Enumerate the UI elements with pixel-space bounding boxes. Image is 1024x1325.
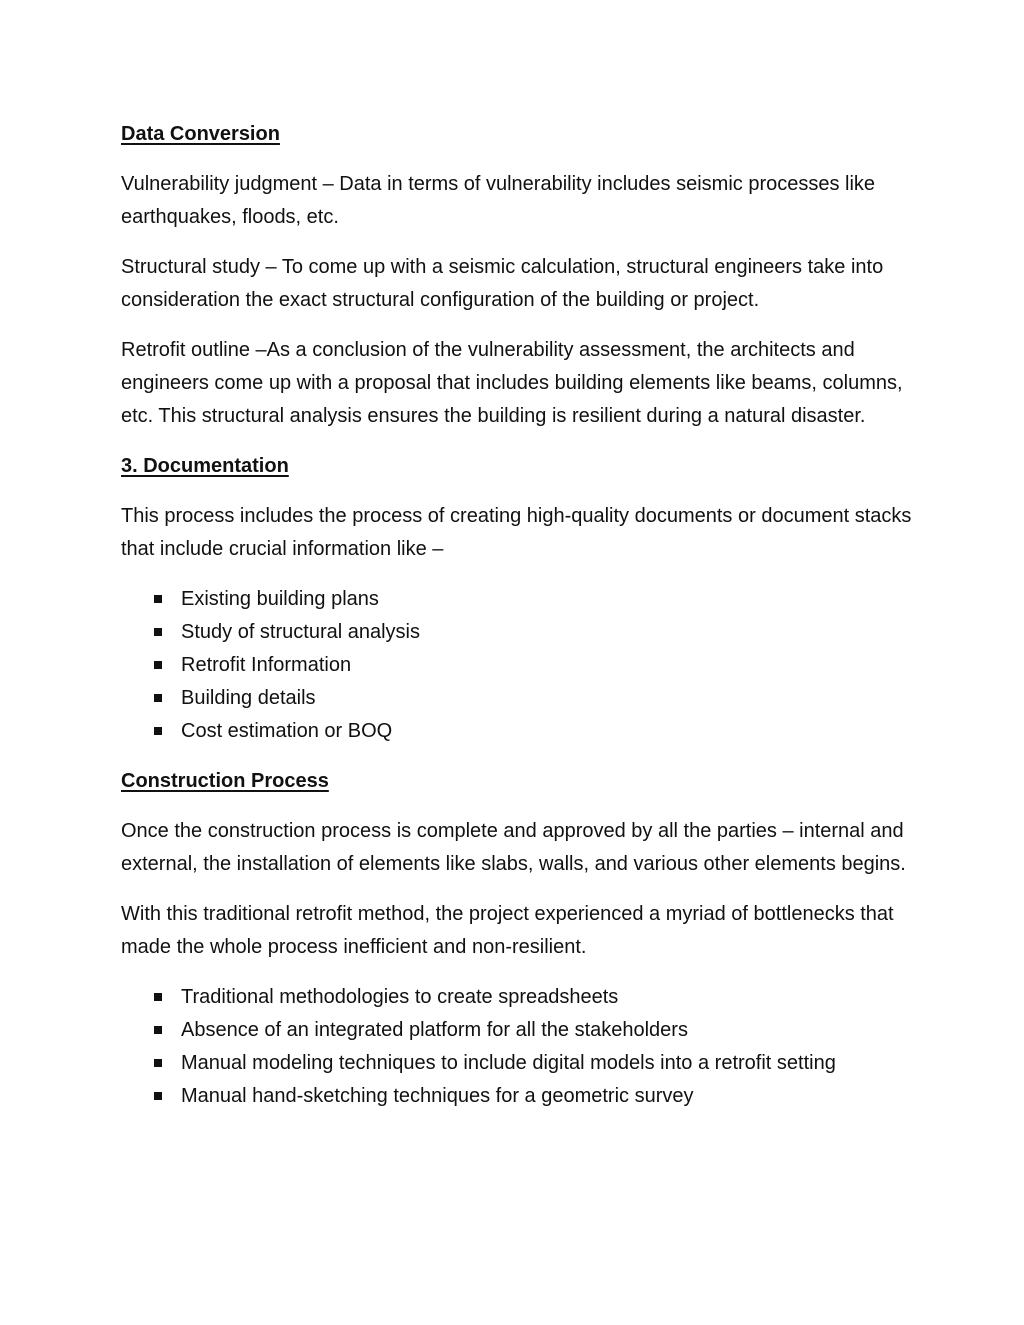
list-item (121, 1047, 921, 1080)
data-conversion-heading: Data Conversion (121, 123, 280, 145)
square-bullet-icon (154, 628, 162, 636)
retrofit-outline-paragraph: Retrofit outline –As a conclusion of the vulnerability assessment, the architects and engineers come up with a proposal that includes building elements like beams, columns, etc. This structural analysis ensures the building is resilient during a natural disaster. (121, 339, 903, 427)
list-item-text: Absence of an integrated platform for all the stakeholders (181, 1019, 688, 1041)
documentation-heading: 3. Documentation (121, 455, 289, 477)
square-bullet-icon (154, 661, 162, 669)
list-item (121, 649, 921, 682)
construction-paragraph-1: Once the construction process is complete and approved by all the parties – internal and external, the installation of elements like slabs, walls, and various other elements begins. (121, 820, 906, 875)
list-item (121, 1080, 921, 1113)
documentation-list (121, 583, 921, 748)
list-item (121, 583, 921, 616)
square-bullet-icon (154, 1059, 162, 1067)
documentation-intro-paragraph: This process includes the process of creating high-quality documents or document stacks that include crucial information like – (121, 505, 912, 560)
square-bullet-icon (154, 727, 162, 735)
list-item (121, 981, 921, 1014)
list-item-text: Study of structural analysis (181, 621, 420, 643)
list-item-text: Manual modeling techniques to include digital models into a retrofit setting (181, 1052, 836, 1074)
list-item-text: Retrofit Information (181, 654, 352, 676)
vulnerability-paragraph: Vulnerability judgment – Data in terms of vulnerability includes seismic processes like earthquakes, floods, etc. (121, 173, 876, 228)
list-item-text: Cost estimation or BOQ (181, 720, 393, 742)
list-item-text: Existing building plans (181, 588, 379, 610)
list-item (121, 715, 921, 748)
list-item (121, 616, 921, 649)
bottleneck-list (121, 981, 921, 1113)
construction-process-heading: Construction Process (121, 770, 329, 792)
structural-study-paragraph: Structural study – To come up with a seismic calculation, structural engineers take into consideration the exact structural configuration of the building or project. (121, 256, 884, 311)
list-item (121, 1014, 921, 1047)
construction-paragraph-2: With this traditional retrofit method, the project experienced a myriad of bottlenecks that made the whole process inefficient and non-resilient. (121, 903, 894, 958)
square-bullet-icon (154, 694, 162, 702)
list-item-text: Manual hand-sketching techniques for a geometric survey (181, 1085, 694, 1107)
square-bullet-icon (154, 1092, 162, 1100)
square-bullet-icon (154, 993, 162, 1001)
document-page (121, 118, 921, 1130)
list-item (121, 682, 921, 715)
list-item-text: Traditional methodologies to create spreadsheets (181, 986, 619, 1008)
square-bullet-icon (154, 595, 162, 603)
square-bullet-icon (154, 1026, 162, 1034)
list-item-text: Building details (181, 687, 316, 709)
